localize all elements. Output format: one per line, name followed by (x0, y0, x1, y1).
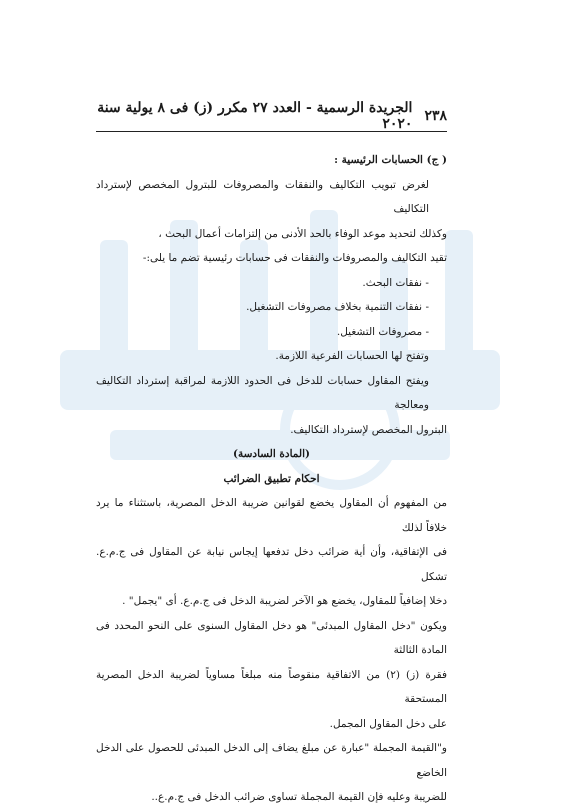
paragraph-line: فى الإتفاقية، وأن أية ضرائب دخل تدفعها إيجاس نيابة عن المقاول فى ج.م.ع. تشكل (96, 546, 447, 583)
list-item: - مصروفات التشغيل. (336, 325, 429, 338)
paragraph-line: فقرة (ز) (٢) من الاتفاقية منقوصاً منه مبلغاً مساوياً لضريبة الدخل المصرية المستحقة (96, 668, 447, 705)
page-number: ٢٣٨ (424, 108, 447, 124)
body-line: تقيد التكاليف والمصروفات والنفقات فى حسابات رئيسية تضم ما يلى:- (142, 252, 447, 264)
list-item: - نفقات التنمية بخلاف مصروفات التشغيل. (246, 301, 429, 313)
paragraph-line: للضريبة وعليه فإن القيمة المجملة تساوى ضرائب الدخل فى ج.م.ع.. (151, 791, 447, 803)
body-line: وتفتح لها الحسابات الفرعية اللازمة. (275, 350, 429, 362)
gazette-title: الجريدة الرسمية - العدد ٢٧ مكرر (ز) فى ٨ يولية سنة ٢٠٢٠ (97, 100, 413, 132)
page-header (96, 100, 447, 132)
paragraph-line: على دخل المقاول المجمل. (329, 717, 447, 730)
document-body (96, 148, 447, 810)
body-line: لغرض تبويب التكاليف والنفقات والمصروفات للبترول المخصص لإسترداد التكاليف (96, 178, 429, 215)
paragraph-line: و"القيمة المجملة "عبارة عن مبلغ يضاف إلى الدخل المبدئى للحصول على الدخل الخاضع (96, 742, 447, 779)
paragraph-line: من المفهوم أن المقاول يخضع لقوانين ضريبة الدخل المصرية، باستثناء ما يرد خلافاً لذلك (96, 497, 447, 534)
list-item: - نفقات البحث. (362, 276, 429, 289)
section-heading: ( ج) الحسابات الرئيسية : (334, 154, 447, 166)
paragraph-line: دخلا إضافياً للمقاول، يخضع هو الآخر لضريبة الدخل فى ج.م.ع. أى "يجمل" . (122, 595, 447, 607)
paragraph-line: ويكون "دخل المقاول المبدئى" هو دخل المقاول السنوى على النحو المحدد فى المادة الثالثة (96, 619, 447, 656)
article-title: (المادة السادسة) (233, 448, 310, 460)
body-line: وكذلك لتحديد موعد الوفاء بالحد الأدنى من إلتزامات أعمال البحث ، (158, 227, 447, 240)
body-line: البترول المخصص لإسترداد التكاليف. (290, 423, 447, 436)
body-line: ويفتح المقاول حسابات للدخل فى الحدود اللازمة لمراقبة إسترداد التكاليف ومعالجة (96, 374, 429, 411)
header-divider (96, 131, 447, 132)
article-subtitle: احكام تطبيق الضرائب (223, 472, 320, 485)
